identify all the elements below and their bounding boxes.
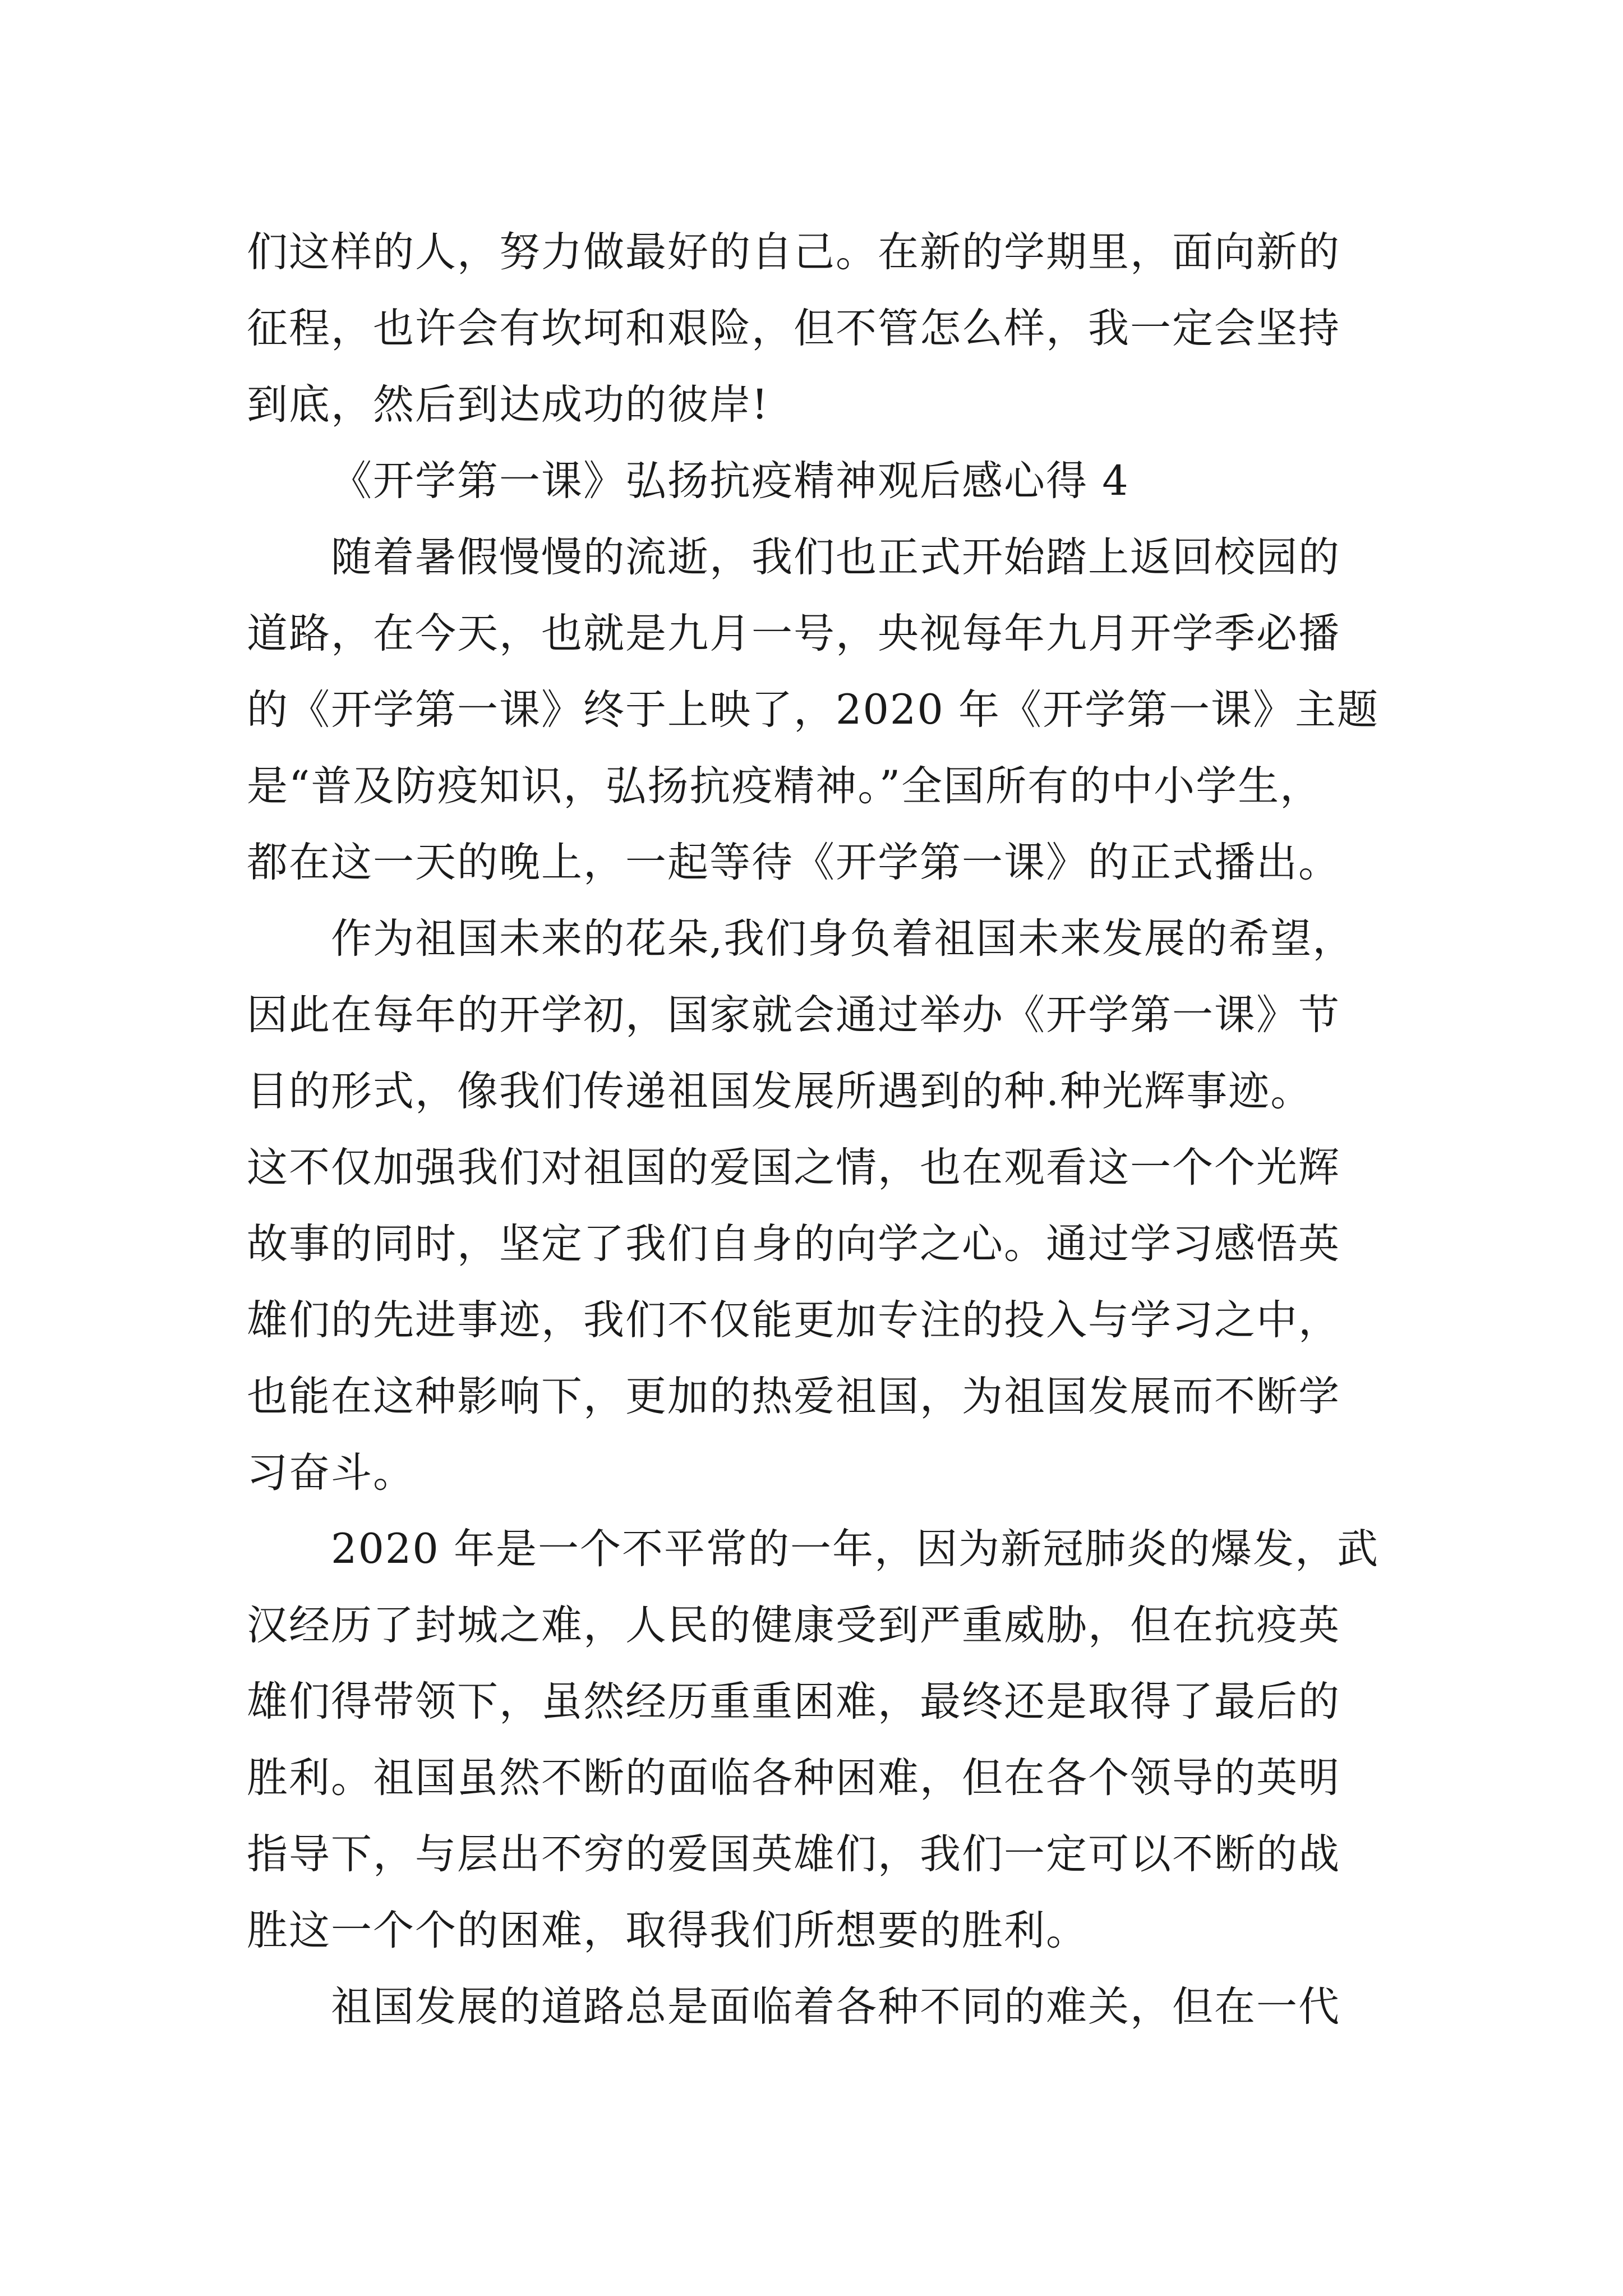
text-line: 也能在这种影响下，更加的热爱祖国，为祖国发展而不断学 bbox=[247, 1373, 1340, 1420]
text-line: 雄们的先进事迹，我们不仅能更加专注的投入与学习之中， bbox=[247, 1296, 1340, 1344]
text-line: 们这样的人，努力做最好的自己。在新的学期里，面向新的 bbox=[247, 228, 1340, 276]
text-line: 胜利。祖国虽然不断的面临各种困难，但在各个领导的英明 bbox=[247, 1754, 1340, 1802]
section-heading: 《开学第一课》弘扬抗疫精神观后感心得 4 bbox=[331, 457, 1129, 505]
text-line: 这不仅加强我们对祖国的爱国之情，也在观看这一个个光辉 bbox=[247, 1144, 1340, 1191]
text-line: 习奋斗。 bbox=[247, 1449, 415, 1497]
text-line: 目的形式，像我们传递祖国发展所遇到的种.种光辉事迹。 bbox=[247, 1068, 1313, 1115]
paragraph-start: 2020 年是一个不平常的一年，因为新冠肺炎的爆发，武 bbox=[331, 1525, 1379, 1573]
text-line: 雄们得带领下，虽然经历重重困难，最终还是取得了最后的 bbox=[247, 1678, 1340, 1726]
text-line: 指导下，与层出不穷的爱国英雄们，我们一定可以不断的战 bbox=[247, 1830, 1340, 1878]
text-line: 的《开学第一课》终于上映了，2020 年《开学第一课》主题 bbox=[247, 686, 1379, 734]
text-line: 都在这一天的晚上，一起等待《开学第一课》的正式播出。 bbox=[247, 839, 1340, 886]
text-line: 到底，然后到达成功的彼岸! bbox=[247, 381, 769, 429]
text-line: 是“普及防疫知识，弘扬抗疫精神。”全国所有的中小学生， bbox=[247, 762, 1322, 810]
text-line: 故事的同时，坚定了我们自身的向学之心。通过学习感悟英 bbox=[247, 1220, 1340, 1268]
text-line: 胜这一个个的困难，取得我们所想要的胜利。 bbox=[247, 1907, 1088, 1954]
paragraph-start: 随着暑假慢慢的流逝，我们也正式开始踏上返回校园的 bbox=[331, 533, 1340, 581]
text-line: 道路，在今天，也就是九月一号，央视每年九月开学季必播 bbox=[247, 610, 1340, 657]
text-line: 因此在每年的开学初，国家就会通过举办《开学第一课》节 bbox=[247, 991, 1340, 1039]
text-line: 征程，也许会有坎坷和艰险，但不管怎么样，我一定会坚持 bbox=[247, 305, 1340, 352]
text-line: 汉经历了封城之难，人民的健康受到严重威胁，但在抗疫英 bbox=[247, 1602, 1340, 1649]
paragraph-start: 作为祖国未来的花朵,我们身负着祖国未来发展的希望， bbox=[331, 915, 1355, 963]
paragraph-start: 祖国发展的道路总是面临着各种不同的难关，但在一代 bbox=[331, 1983, 1340, 2031]
